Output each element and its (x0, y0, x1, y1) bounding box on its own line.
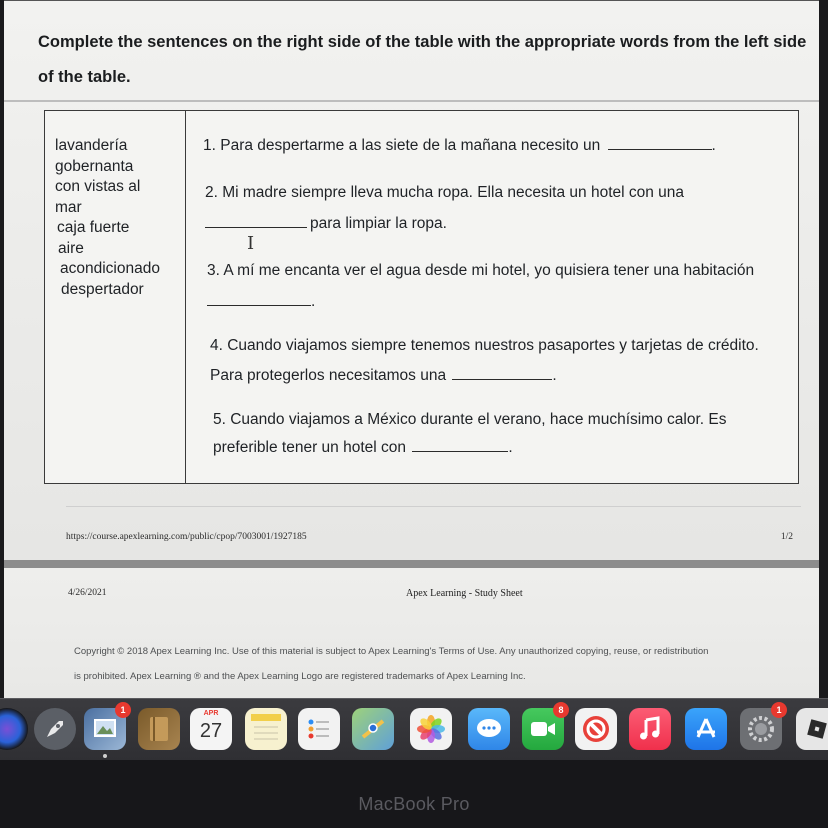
word-bank-item: gobernanta (55, 157, 134, 175)
sentence-5-blank[interactable] (412, 440, 508, 452)
laptop-bezel (0, 760, 828, 828)
word-bank-item: con vistas al (55, 178, 141, 195)
sentence-3-end: . (311, 293, 316, 310)
sentence-4-text: Para protegerlos necesitamos una (210, 367, 447, 384)
vocabulary-table (44, 110, 799, 484)
word-bank-item: aire (58, 239, 84, 257)
word-bank-item: lavandería (55, 137, 128, 154)
calendar-day: 27 (199, 720, 223, 742)
roblox-icon[interactable] (796, 708, 828, 750)
print-title: Apex Learning - Study Sheet (406, 588, 523, 599)
copyright-notice (74, 639, 794, 689)
system-preferences-icon[interactable] (740, 705, 782, 750)
sentence-4-line-1: 4. Cuando viajamos siempre tenemos nuestros pasaportes y tarjetas de crédito. (210, 337, 759, 354)
sentence-2-end-text: para limpiar la ropa. (310, 215, 447, 232)
music-icon[interactable] (629, 708, 671, 750)
facetime-icon[interactable] (522, 705, 564, 750)
calendar-icon[interactable] (190, 708, 232, 750)
system-preferences-badge: 1 (771, 702, 787, 718)
sentence-4-line-2 (210, 361, 557, 390)
sentence-3-line-1: 3. A mí me encanta ver el agua desde mi hotel, yo quisiera tener una habitación (207, 262, 755, 279)
table-column-divider (185, 111, 186, 483)
text-cursor-icon: I (247, 233, 255, 254)
sentence-1-end: . (711, 137, 716, 154)
sentence-1-text: 1. Para despertarme a las siete de la mañana necesito un (203, 137, 601, 154)
top-divider (4, 100, 819, 102)
sentence-5-text: preferible tener un hotel con (213, 439, 407, 456)
sentence-2-line-1: 2. Mi madre siempre lleva mucha ropa. Ella necesita un hotel con una (205, 184, 685, 201)
macos-dock (0, 698, 828, 760)
copyright-line-2: is prohibited. Apex Learning ® and the Apex Learning Logo are registered trademarks of Apex Learning Inc. (74, 671, 526, 682)
word-bank-item: mar (55, 198, 82, 216)
preview-badge: 1 (115, 702, 131, 718)
print-date: 4/26/2021 (68, 588, 107, 598)
sentence-4-end: . (552, 367, 557, 384)
footer-url: https://course.apexlearning.com/public/cpop/7003001/1927185 (66, 532, 307, 542)
sentence-5-line-1: 5. Cuando viajamos a México durante el verano, hace muchísimo calor. Es (213, 411, 727, 428)
page-break (4, 560, 819, 568)
facetime-badge: 8 (553, 702, 569, 718)
sentence-5-line-2 (213, 433, 513, 462)
sentence-3-line-2 (207, 287, 315, 316)
photos-icon[interactable] (410, 708, 452, 750)
preview-icon[interactable] (84, 705, 126, 750)
footer-divider (66, 506, 801, 507)
news-icon[interactable] (575, 708, 617, 750)
copyright-line-1: Copyright © 2018 Apex Learning Inc. Use of this material is subject to Apex Learning's Terms of Use. Any unauthorized copying, reuse, or redistribution (74, 646, 709, 657)
calendar-month: APR (203, 710, 219, 717)
notebook-icon[interactable] (138, 708, 180, 750)
word-bank-item: despertador (61, 280, 144, 298)
sentence-2-blank[interactable] (205, 216, 307, 228)
study-sheet-page-1 (4, 0, 819, 560)
running-indicator (103, 754, 107, 758)
word-bank-item: caja fuerte (57, 219, 130, 236)
laptop-brand-label: MacBook Pro (358, 794, 470, 814)
messages-icon[interactable] (468, 708, 510, 750)
study-sheet-page-2 (4, 568, 819, 698)
maps-icon[interactable] (352, 708, 394, 750)
sentence-1-blank[interactable] (608, 138, 712, 150)
word-bank-item: acondicionado (60, 260, 160, 277)
footer-page-number: 1/2 (780, 532, 793, 542)
sentence-2-line-2 (205, 209, 447, 238)
sentence-1 (203, 131, 716, 160)
instruction-text: Complete the sentences on the right side of the table with the appropriate words from the left side of the table. (38, 33, 807, 86)
notes-icon[interactable] (245, 708, 287, 750)
app-store-icon[interactable] (685, 708, 727, 750)
word-bank (55, 136, 181, 300)
sentence-3-blank[interactable] (207, 294, 311, 306)
launchpad-icon[interactable] (34, 708, 76, 750)
sentence-5-end: . (508, 439, 513, 456)
reminders-icon[interactable] (298, 708, 340, 750)
sentence-4-blank[interactable] (452, 368, 552, 380)
siri-icon[interactable] (0, 708, 28, 750)
